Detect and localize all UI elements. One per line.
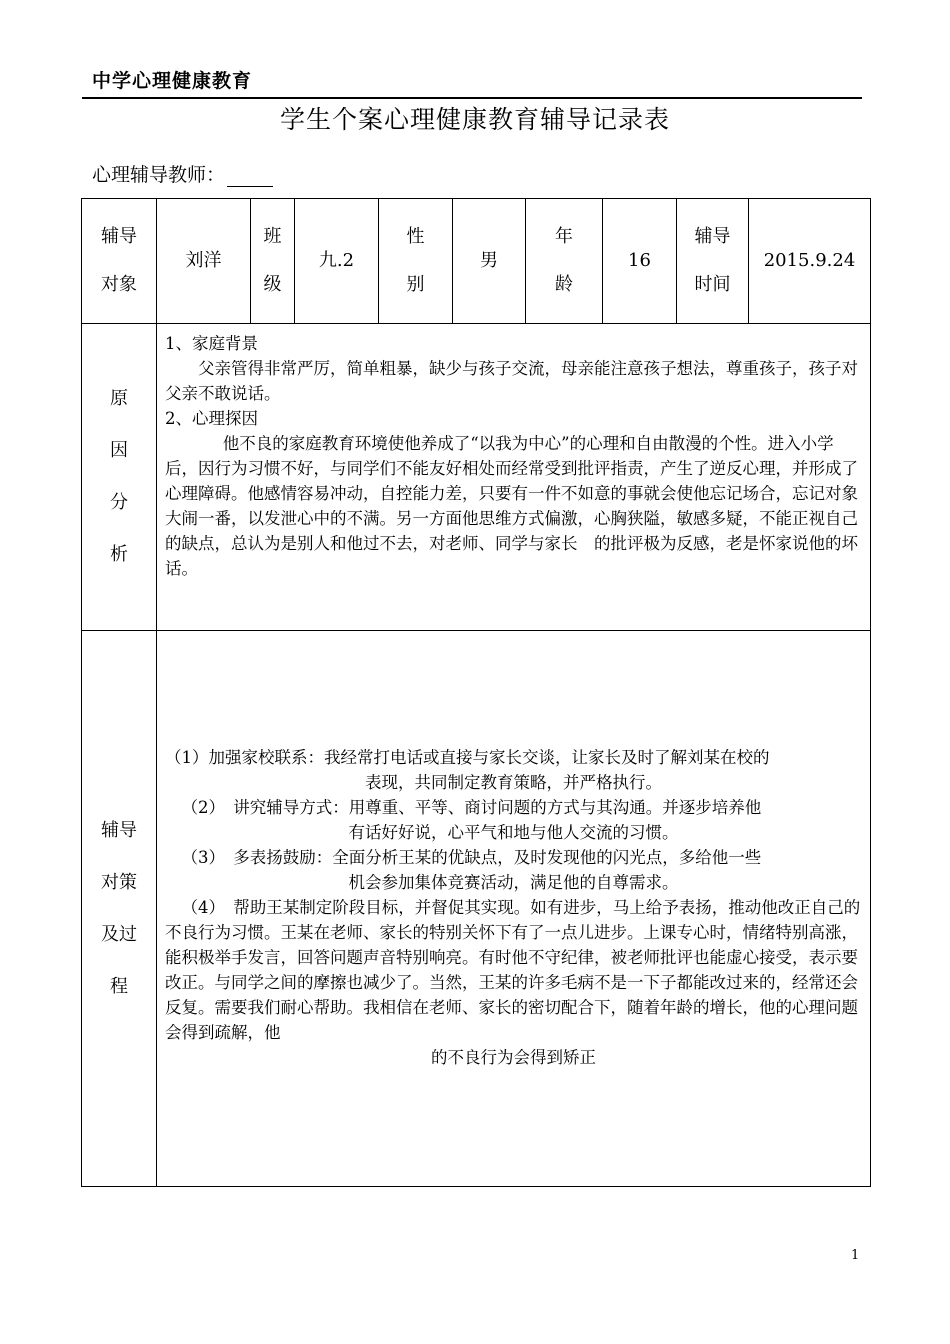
subject-label-cell (82, 199, 157, 324)
gender-label-line-2: 别 (406, 274, 425, 295)
gender-label-line-1: 性 (406, 226, 425, 247)
class-label-line-1: 班 (263, 226, 282, 247)
cause-content (157, 324, 871, 631)
strategy-item-4-last-line: 的不良行为会得到矫正 (431, 1048, 596, 1067)
strategy-item-1-line-1: （1）加强家校联系：我经常打电话或直接与家长交谈，让家长及时了解刘某在校的 (165, 748, 770, 767)
strategy-row (82, 631, 871, 1187)
time-value: 2015.9.24 (749, 199, 871, 324)
subject-label-line-2: 对象 (101, 274, 137, 295)
cause-label-char: 分 (110, 492, 128, 513)
strategy-item-4-text: （4） 帮助王某制定阶段目标，并督促其实现。如有进步，马上给予表扬，推动他改正自己的不良行为习惯。王某在老师、家长的特别关怀下有了一点儿进步。上课专心时，情绪特别高涨，能积极举手发言，回答问题声音特别响亮。有时他不守纪律，被老师批评也能虚心接受，表示要改正。与同学之间的摩擦也减少了。当然，王某的许多毛病不是一下子都能改过来的，经常还会反复。需要我们耐心帮助。我相信在老师、家长的密切配合下，随着年龄的增长，他的心理问题会得到疏解，他 (165, 898, 861, 1042)
strategy-item-3-line-2: 机会参加集体竞赛活动，满足他的自尊需求。 (348, 873, 679, 892)
header-divider (82, 97, 862, 99)
strategy-item-2-line-2: 有话好好说，心平气和地与他人交流的习惯。 (348, 823, 679, 842)
age-label-line-2: 龄 (555, 274, 573, 295)
class-value: 九.2 (295, 199, 379, 324)
counselor-blank (227, 162, 273, 187)
info-row (82, 199, 871, 324)
strategy-label-line: 对策 (101, 871, 137, 893)
class-label-line-2: 级 (263, 274, 282, 295)
strategy-content (157, 631, 871, 1187)
header-title: 中学心理健康教育 (92, 70, 253, 92)
strategy-label-line: 程 (110, 975, 128, 997)
cause-label-cell (82, 324, 157, 631)
psychological-cause-text: 他不良的家庭教育环境使他养成了“以我为中心”的心理和自由散漫的个性。进入小学后，因行为习惯不好，与同学们不能友好相处而经常受到批评指责，产生了逆反心理，并形成了心理障碍。他感情容易冲动，自控能力差，只要有一件不如意的事就会使他忘记场合，忘记对象大闹一番，以发泄心中的不满。另一方面他思维方式偏激，心胸狭隘，敏感多疑，不能正视自己的缺点，总认为是别人和他过不去，对老师、同学与家长 的批评极为反感，老是怀家说他的坏话。 (165, 434, 858, 578)
time-label-line-2: 时间 (694, 274, 731, 295)
strategy-item-3-line-1: （3） 多表扬鼓励：全面分析王某的优缺点，及时发现他的闪光点，多给他一些 (181, 848, 762, 867)
gender-value: 男 (453, 199, 526, 324)
cause-label-char: 因 (110, 440, 128, 461)
strategy-label-line: 及过 (101, 923, 137, 945)
class-label-cell (251, 199, 295, 324)
counselor-label: 心理辅导教师： (92, 164, 226, 186)
record-table (81, 198, 871, 1187)
strategy-label-line: 辅导 (101, 819, 137, 841)
subject-label-line-1: 辅导 (101, 226, 137, 247)
strategy-label-cell (82, 631, 157, 1187)
family-background-text: 父亲管得非常严厉，简单粗暴，缺少与孩子交流，母亲能注意孩子想法，尊重孩子，孩子对父亲不敢说话。 (165, 359, 858, 403)
cause-label-char: 析 (110, 544, 128, 565)
page-number: 1 (851, 1248, 860, 1263)
age-label-line-1: 年 (555, 226, 573, 247)
family-background-heading: 1、家庭背景 (165, 334, 258, 353)
cause-row (82, 324, 871, 631)
strategy-item-1-line-2: 表现，共同制定教育策略，并严格执行。 (365, 773, 662, 792)
cause-label-char: 原 (110, 388, 128, 409)
age-value: 16 (603, 199, 677, 324)
age-label-cell (526, 199, 603, 324)
gender-label-cell (379, 199, 453, 324)
counselor-line (92, 160, 273, 187)
psychological-cause-heading: 2、心理探因 (165, 409, 258, 428)
time-label-cell (677, 199, 749, 324)
document-title: 学生个案心理健康教育辅导记录表 (279, 105, 670, 134)
strategy-item-2-line-1: （2） 讲究辅导方式：用尊重、平等、商讨问题的方式与其沟通。并逐步培养他 (181, 798, 762, 817)
subject-value: 刘洋 (157, 199, 251, 324)
time-label-line-1: 辅导 (694, 226, 731, 247)
